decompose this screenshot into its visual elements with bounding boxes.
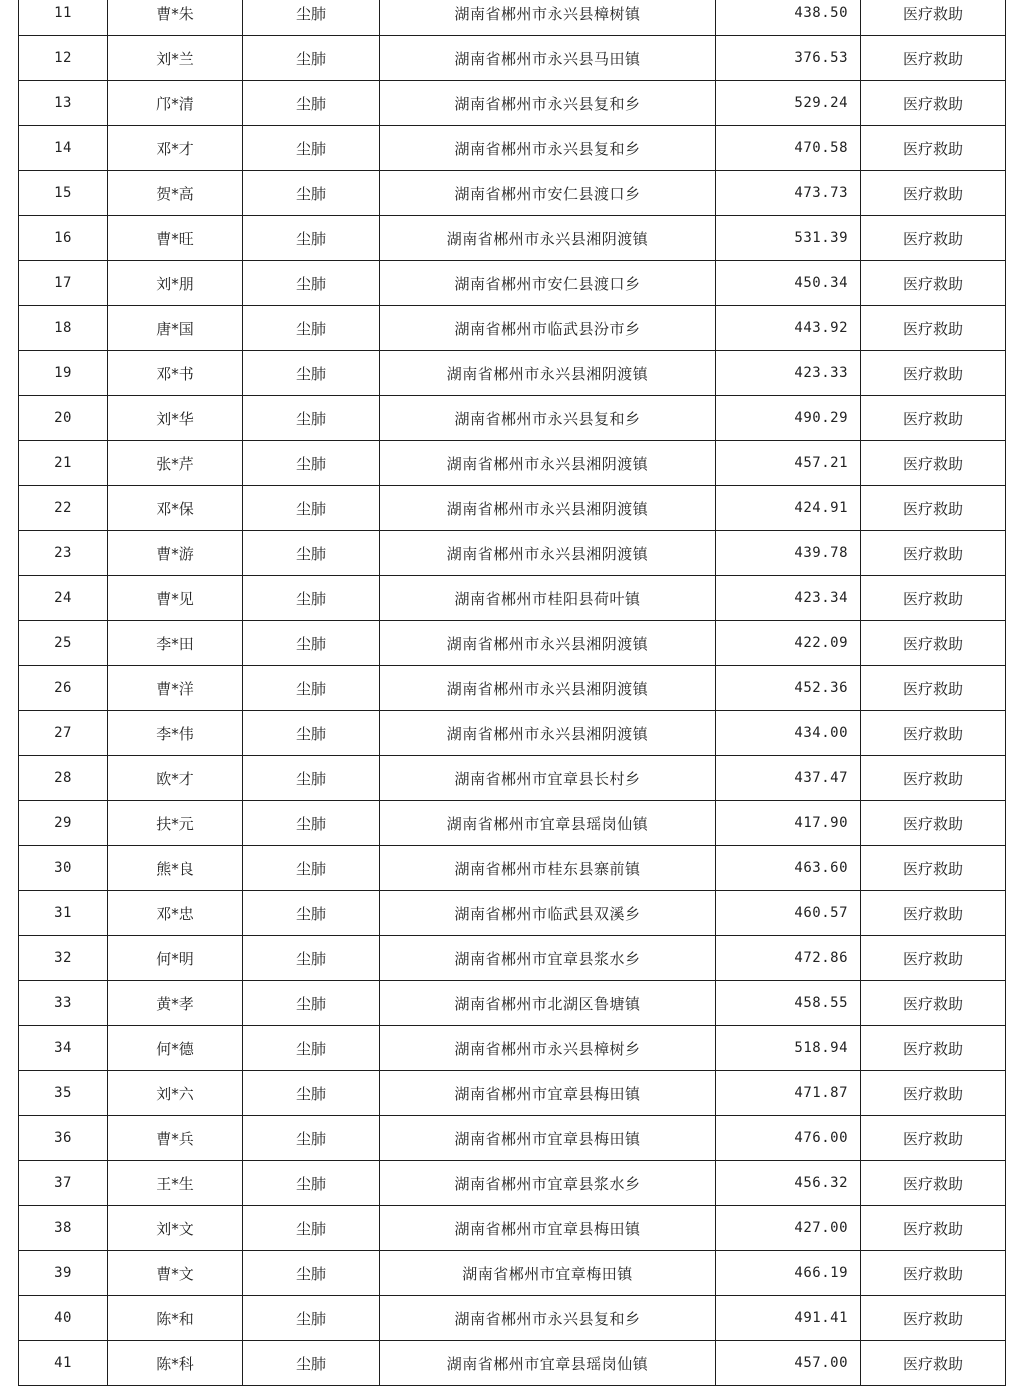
address-cell: 湖南省郴州市宜章县瑶岗仙镇 — [380, 1341, 716, 1386]
amount-cell: 437.47 — [716, 756, 861, 801]
disease-cell: 尘肺 — [243, 1341, 380, 1386]
recipient-name-cell: 陈*科 — [108, 1341, 243, 1386]
address-cell: 湖南省郴州市永兴县复和乡 — [380, 396, 716, 441]
address-cell: 湖南省郴州市永兴县樟树乡 — [380, 1026, 716, 1071]
row-number-cell: 36 — [19, 1116, 108, 1161]
recipient-name-cell: 何*明 — [108, 936, 243, 981]
table-row — [19, 1251, 1006, 1296]
aid-type-cell: 医疗救助 — [861, 1206, 1006, 1251]
address-cell: 湖南省郴州市宜章县梅田镇 — [380, 1206, 716, 1251]
address-cell: 湖南省郴州市永兴县湘阴渡镇 — [380, 351, 716, 396]
row-number-cell: 39 — [19, 1251, 108, 1296]
table-row — [19, 36, 1006, 81]
table-row — [19, 81, 1006, 126]
address-cell: 湖南省郴州市桂东县寨前镇 — [380, 846, 716, 891]
disease-cell: 尘肺 — [243, 711, 380, 756]
table-row — [19, 0, 1006, 36]
disease-cell: 尘肺 — [243, 81, 380, 126]
disease-cell: 尘肺 — [243, 981, 380, 1026]
amount-cell: 476.00 — [716, 1116, 861, 1161]
table-row — [19, 666, 1006, 711]
amount-cell: 423.34 — [716, 576, 861, 621]
disease-cell: 尘肺 — [243, 1071, 380, 1116]
address-cell: 湖南省郴州市北湖区鲁塘镇 — [380, 981, 716, 1026]
amount-cell: 422.09 — [716, 621, 861, 666]
aid-type-cell: 医疗救助 — [861, 1161, 1006, 1206]
row-number-cell: 41 — [19, 1341, 108, 1386]
row-number-cell: 31 — [19, 891, 108, 936]
row-number-cell: 37 — [19, 1161, 108, 1206]
recipient-name-cell: 欧*才 — [108, 756, 243, 801]
aid-type-cell: 医疗救助 — [861, 711, 1006, 756]
address-cell: 湖南省郴州市临武县汾市乡 — [380, 306, 716, 351]
amount-cell: 427.00 — [716, 1206, 861, 1251]
table-row — [19, 171, 1006, 216]
amount-cell: 456.32 — [716, 1161, 861, 1206]
amount-cell: 439.78 — [716, 531, 861, 576]
amount-cell: 490.29 — [716, 396, 861, 441]
disease-cell: 尘肺 — [243, 261, 380, 306]
address-cell: 湖南省郴州市永兴县湘阴渡镇 — [380, 621, 716, 666]
amount-cell: 531.39 — [716, 216, 861, 261]
recipient-name-cell: 刘*华 — [108, 396, 243, 441]
aid-table-container — [18, 0, 1005, 1386]
recipient-name-cell: 曹*洋 — [108, 666, 243, 711]
amount-cell: 529.24 — [716, 81, 861, 126]
amount-cell: 472.86 — [716, 936, 861, 981]
address-cell: 湖南省郴州市永兴县樟树镇 — [380, 0, 716, 36]
table-row — [19, 1026, 1006, 1071]
disease-cell: 尘肺 — [243, 846, 380, 891]
address-cell: 湖南省郴州市宜章县梅田镇 — [380, 1071, 716, 1116]
recipient-name-cell: 曹*兵 — [108, 1116, 243, 1161]
row-number-cell: 20 — [19, 396, 108, 441]
aid-type-cell: 医疗救助 — [861, 396, 1006, 441]
table-row — [19, 216, 1006, 261]
address-cell: 湖南省郴州市永兴县湘阴渡镇 — [380, 216, 716, 261]
address-cell: 湖南省郴州市永兴县复和乡 — [380, 126, 716, 171]
recipient-name-cell: 刘*朋 — [108, 261, 243, 306]
amount-cell: 417.90 — [716, 801, 861, 846]
address-cell: 湖南省郴州市安仁县渡口乡 — [380, 171, 716, 216]
recipient-name-cell: 刘*六 — [108, 1071, 243, 1116]
aid-type-cell: 医疗救助 — [861, 486, 1006, 531]
disease-cell: 尘肺 — [243, 126, 380, 171]
table-row — [19, 1341, 1006, 1386]
aid-type-cell: 医疗救助 — [861, 441, 1006, 486]
recipient-name-cell: 刘*兰 — [108, 36, 243, 81]
aid-type-cell: 医疗救助 — [861, 351, 1006, 396]
aid-type-cell: 医疗救助 — [861, 846, 1006, 891]
address-cell: 湖南省郴州市宜章县浆水乡 — [380, 936, 716, 981]
disease-cell: 尘肺 — [243, 486, 380, 531]
table-row — [19, 846, 1006, 891]
disease-cell: 尘肺 — [243, 171, 380, 216]
aid-type-cell: 医疗救助 — [861, 891, 1006, 936]
recipient-name-cell: 曹*朱 — [108, 0, 243, 36]
aid-type-cell: 医疗救助 — [861, 621, 1006, 666]
disease-cell: 尘肺 — [243, 1296, 380, 1341]
row-number-cell: 34 — [19, 1026, 108, 1071]
aid-type-cell: 医疗救助 — [861, 936, 1006, 981]
disease-cell: 尘肺 — [243, 1026, 380, 1071]
row-number-cell: 13 — [19, 81, 108, 126]
address-cell: 湖南省郴州市永兴县复和乡 — [380, 81, 716, 126]
table-row — [19, 486, 1006, 531]
disease-cell: 尘肺 — [243, 531, 380, 576]
amount-cell: 518.94 — [716, 1026, 861, 1071]
disease-cell: 尘肺 — [243, 801, 380, 846]
recipient-name-cell: 曹*旺 — [108, 216, 243, 261]
address-cell: 湖南省郴州市宜章县瑶岗仙镇 — [380, 801, 716, 846]
row-number-cell: 12 — [19, 36, 108, 81]
amount-cell: 473.73 — [716, 171, 861, 216]
aid-type-cell: 医疗救助 — [861, 1296, 1006, 1341]
recipient-name-cell: 李*田 — [108, 621, 243, 666]
table-row — [19, 1296, 1006, 1341]
amount-cell: 443.92 — [716, 306, 861, 351]
recipient-name-cell: 陈*和 — [108, 1296, 243, 1341]
address-cell: 湖南省郴州市安仁县渡口乡 — [380, 261, 716, 306]
aid-type-cell: 医疗救助 — [861, 756, 1006, 801]
recipient-name-cell: 曹*文 — [108, 1251, 243, 1296]
row-number-cell: 32 — [19, 936, 108, 981]
recipient-name-cell: 何*德 — [108, 1026, 243, 1071]
recipient-name-cell: 扶*元 — [108, 801, 243, 846]
amount-cell: 466.19 — [716, 1251, 861, 1296]
table-row — [19, 531, 1006, 576]
amount-cell: 457.00 — [716, 1341, 861, 1386]
disease-cell: 尘肺 — [243, 1251, 380, 1296]
aid-type-cell: 医疗救助 — [861, 1341, 1006, 1386]
disease-cell: 尘肺 — [243, 351, 380, 396]
aid-type-cell: 医疗救助 — [861, 36, 1006, 81]
address-cell: 湖南省郴州市宜章县浆水乡 — [380, 1161, 716, 1206]
row-number-cell: 23 — [19, 531, 108, 576]
table-row — [19, 891, 1006, 936]
table-row — [19, 801, 1006, 846]
row-number-cell: 24 — [19, 576, 108, 621]
amount-cell: 463.60 — [716, 846, 861, 891]
recipient-name-cell: 王*生 — [108, 1161, 243, 1206]
table-row — [19, 1116, 1006, 1161]
row-number-cell: 11 — [19, 0, 108, 36]
table-row — [19, 396, 1006, 441]
table-row — [19, 261, 1006, 306]
amount-cell: 450.34 — [716, 261, 861, 306]
amount-cell: 423.33 — [716, 351, 861, 396]
aid-type-cell: 医疗救助 — [861, 171, 1006, 216]
row-number-cell: 15 — [19, 171, 108, 216]
disease-cell: 尘肺 — [243, 756, 380, 801]
table-row — [19, 306, 1006, 351]
aid-type-cell: 医疗救助 — [861, 1026, 1006, 1071]
row-number-cell: 22 — [19, 486, 108, 531]
row-number-cell: 14 — [19, 126, 108, 171]
table-row — [19, 1071, 1006, 1116]
row-number-cell: 26 — [19, 666, 108, 711]
row-number-cell: 21 — [19, 441, 108, 486]
recipient-name-cell: 黄*孝 — [108, 981, 243, 1026]
aid-type-cell: 医疗救助 — [861, 1251, 1006, 1296]
row-number-cell: 28 — [19, 756, 108, 801]
amount-cell: 460.57 — [716, 891, 861, 936]
row-number-cell: 19 — [19, 351, 108, 396]
table-row — [19, 936, 1006, 981]
aid-type-cell: 医疗救助 — [861, 801, 1006, 846]
table-row — [19, 126, 1006, 171]
table-row — [19, 621, 1006, 666]
address-cell: 湖南省郴州市永兴县湘阴渡镇 — [380, 486, 716, 531]
table-row — [19, 351, 1006, 396]
recipient-name-cell: 邓*保 — [108, 486, 243, 531]
table-body — [19, 0, 1006, 1386]
recipient-name-cell: 邓*才 — [108, 126, 243, 171]
amount-cell: 470.58 — [716, 126, 861, 171]
aid-type-cell: 医疗救助 — [861, 576, 1006, 621]
row-number-cell: 25 — [19, 621, 108, 666]
disease-cell: 尘肺 — [243, 666, 380, 711]
row-number-cell: 30 — [19, 846, 108, 891]
disease-cell: 尘肺 — [243, 621, 380, 666]
recipient-name-cell: 邓*忠 — [108, 891, 243, 936]
recipient-name-cell: 熊*良 — [108, 846, 243, 891]
address-cell: 湖南省郴州市永兴县湘阴渡镇 — [380, 711, 716, 756]
row-number-cell: 38 — [19, 1206, 108, 1251]
table-row — [19, 711, 1006, 756]
table-row — [19, 756, 1006, 801]
aid-type-cell: 医疗救助 — [861, 531, 1006, 576]
disease-cell: 尘肺 — [243, 1161, 380, 1206]
recipient-name-cell: 贺*高 — [108, 171, 243, 216]
row-number-cell: 40 — [19, 1296, 108, 1341]
disease-cell: 尘肺 — [243, 0, 380, 36]
aid-type-cell: 医疗救助 — [861, 1116, 1006, 1161]
amount-cell: 438.50 — [716, 0, 861, 36]
address-cell: 湖南省郴州市宜章县长村乡 — [380, 756, 716, 801]
aid-type-cell: 医疗救助 — [861, 1071, 1006, 1116]
aid-type-cell: 医疗救助 — [861, 216, 1006, 261]
amount-cell: 457.21 — [716, 441, 861, 486]
row-number-cell: 17 — [19, 261, 108, 306]
recipient-name-cell: 刘*文 — [108, 1206, 243, 1251]
aid-recipients-table — [18, 0, 1006, 1386]
address-cell: 湖南省郴州市永兴县复和乡 — [380, 1296, 716, 1341]
disease-cell: 尘肺 — [243, 576, 380, 621]
amount-cell: 452.36 — [716, 666, 861, 711]
aid-type-cell: 医疗救助 — [861, 666, 1006, 711]
disease-cell: 尘肺 — [243, 36, 380, 81]
address-cell: 湖南省郴州市宜章县梅田镇 — [380, 1116, 716, 1161]
disease-cell: 尘肺 — [243, 1116, 380, 1161]
recipient-name-cell: 曹*见 — [108, 576, 243, 621]
amount-cell: 471.87 — [716, 1071, 861, 1116]
row-number-cell: 18 — [19, 306, 108, 351]
address-cell: 湖南省郴州市永兴县湘阴渡镇 — [380, 666, 716, 711]
recipient-name-cell: 曹*游 — [108, 531, 243, 576]
disease-cell: 尘肺 — [243, 396, 380, 441]
aid-type-cell: 医疗救助 — [861, 981, 1006, 1026]
row-number-cell: 33 — [19, 981, 108, 1026]
amount-cell: 434.00 — [716, 711, 861, 756]
aid-type-cell: 医疗救助 — [861, 0, 1006, 36]
recipient-name-cell: 邝*清 — [108, 81, 243, 126]
address-cell: 湖南省郴州市永兴县马田镇 — [380, 36, 716, 81]
table-row — [19, 576, 1006, 621]
address-cell: 湖南省郴州市宜章梅田镇 — [380, 1251, 716, 1296]
address-cell: 湖南省郴州市永兴县湘阴渡镇 — [380, 531, 716, 576]
recipient-name-cell: 李*伟 — [108, 711, 243, 756]
amount-cell: 458.55 — [716, 981, 861, 1026]
address-cell: 湖南省郴州市永兴县湘阴渡镇 — [380, 441, 716, 486]
row-number-cell: 29 — [19, 801, 108, 846]
disease-cell: 尘肺 — [243, 891, 380, 936]
address-cell: 湖南省郴州市桂阳县荷叶镇 — [380, 576, 716, 621]
disease-cell: 尘肺 — [243, 1206, 380, 1251]
disease-cell: 尘肺 — [243, 441, 380, 486]
amount-cell: 424.91 — [716, 486, 861, 531]
amount-cell: 491.41 — [716, 1296, 861, 1341]
recipient-name-cell: 邓*书 — [108, 351, 243, 396]
disease-cell: 尘肺 — [243, 306, 380, 351]
aid-type-cell: 医疗救助 — [861, 81, 1006, 126]
amount-cell: 376.53 — [716, 36, 861, 81]
aid-type-cell: 医疗救助 — [861, 261, 1006, 306]
aid-type-cell: 医疗救助 — [861, 126, 1006, 171]
disease-cell: 尘肺 — [243, 936, 380, 981]
aid-type-cell: 医疗救助 — [861, 306, 1006, 351]
table-row — [19, 981, 1006, 1026]
table-row — [19, 1161, 1006, 1206]
address-cell: 湖南省郴州市临武县双溪乡 — [380, 891, 716, 936]
recipient-name-cell: 张*芹 — [108, 441, 243, 486]
row-number-cell: 27 — [19, 711, 108, 756]
row-number-cell: 35 — [19, 1071, 108, 1116]
disease-cell: 尘肺 — [243, 216, 380, 261]
table-row — [19, 1206, 1006, 1251]
row-number-cell: 16 — [19, 216, 108, 261]
table-row — [19, 441, 1006, 486]
recipient-name-cell: 唐*国 — [108, 306, 243, 351]
